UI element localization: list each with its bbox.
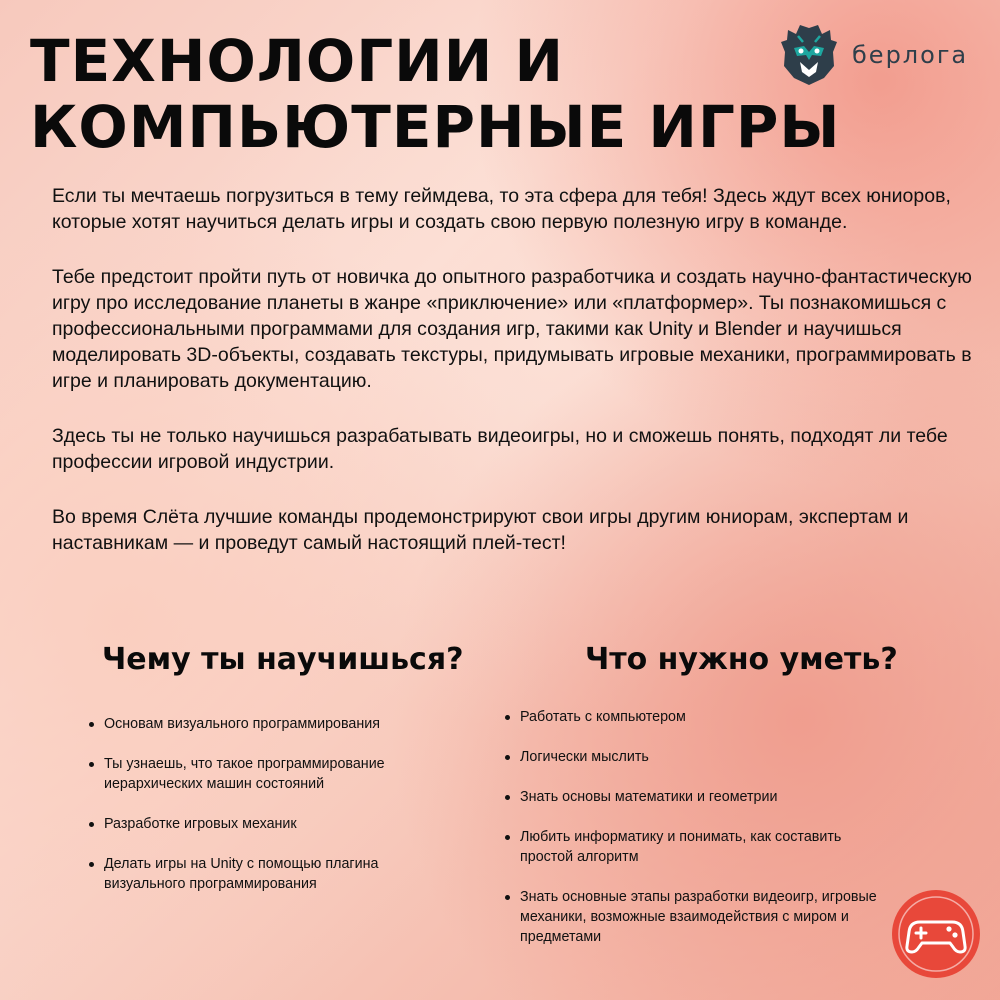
bear-head-icon	[776, 22, 842, 88]
list-item: Логически мыслить	[505, 747, 890, 767]
learn-heading: Чему ты научишься?	[102, 642, 464, 677]
list-item: Разработке игровых механик	[89, 814, 429, 834]
gamepad-icon	[890, 888, 982, 980]
page-title	[30, 28, 841, 160]
list-item: Делать игры на Unity с помощью плагина визуального программирования	[89, 854, 429, 894]
page-title-line-2: КОМПЬЮТЕРНЫЕ ИГРЫ	[30, 93, 841, 161]
berloga-logo	[776, 22, 968, 88]
list-item: Ты узнаешь, что такое программирование иерархических машин состояний	[89, 754, 429, 794]
list-item: Знать основы математики и геометрии	[505, 787, 890, 807]
page-title-line-1: ТЕХНОЛОГИИ И	[30, 27, 564, 95]
list-item: Знать основные этапы разработки видеоигр, игровые механики, возможные взаимодействия с миром и предметами	[505, 887, 890, 947]
intro-paragraph: Во время Слёта лучшие команды продемонстрируют свои игры другим юниорам, экспертам и наставникам — и проведут самый настоящий плей-тест!	[52, 506, 909, 554]
list-item: Любить информатику и понимать, как составить простой алгоритм	[505, 827, 890, 867]
intro-text	[52, 183, 982, 585]
intro-paragraph: Тебе предстоит пройти путь от новичка до опытного разработчика и создать научно-фантастическую игру про исследование планеты в жанре «приключение» или «платформер». Ты познакомишься с профессиональными программами для создания игр, такими как Unity и Blender и научишься моделировать 3D-объекты, создавать текстуры, придумывать игровые механики, программировать в игре и планировать документацию.	[52, 266, 972, 392]
list-item: Работать с компьютером	[505, 707, 890, 727]
list-item: Основам визуального программирования	[89, 714, 429, 734]
skills-heading: Что нужно уметь?	[585, 642, 898, 677]
logo-text: берлога	[852, 41, 969, 69]
skills-list	[505, 707, 890, 967]
intro-paragraph: Если ты мечтаешь погрузиться в тему геймдева, то эта сфера для тебя! Здесь ждут всех юниоров, которые хотят научиться делать игры и создать свою первую полезную игру в команде.	[52, 185, 951, 233]
learn-list	[89, 714, 429, 914]
intro-paragraph: Здесь ты не только научишься разрабатывать видеоигры, но и сможешь понять, подходят ли тебе профессии игровой индустрии.	[52, 425, 948, 473]
